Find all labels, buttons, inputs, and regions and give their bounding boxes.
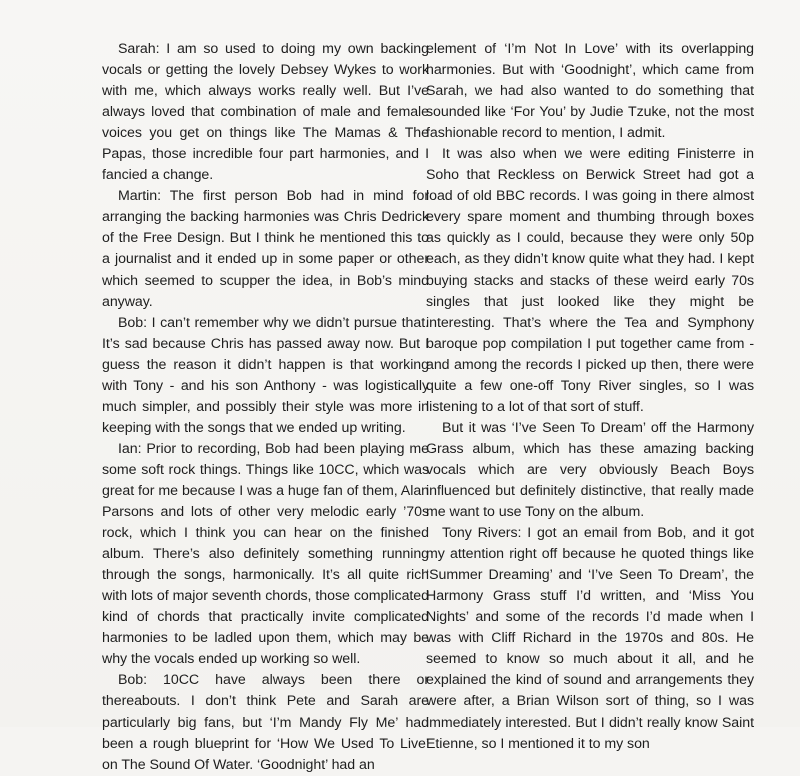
paragraph-bob-2-continued: element of ‘I’m Not In Love’ with its overlapping harmonies. But with ‘Goodnight’, which came from Sarah, we had also wanted to do something that sounded like ‘For You’ by Judie Tzuke, not the most fashionable record to mention, I admit.: [426, 41, 754, 142]
paragraph-ian: Ian: Prior to recording, Bob had been playing me some soft rock things. Things like 10CC, which was great for me because I was a huge fan of them, Alan Parsons and lots of other very melodic early ’70s rock, which I think you can hear on the finished album. There’s also definitely something running through the songs, harmonically. It’s all quite rich with lots of major seventh chords, those complicated kind of chords that practically invite complicated harmonies to be ladled upon them, which may be why the vocals ended up working so well.: [102, 440, 429, 668]
text-column-left: [102, 39, 429, 776]
paragraph-harmony-grass: But it was ‘I’ve Seen To Dream’ off the Harmony Grass album, which has these amazing backing vocals which are very obviously Beach Boys influenced but definitely distinctive, that really made me want to use Tony on the album.: [426, 419, 754, 521]
paragraph-bob-2: Bob: 10CC have always been there or thereabouts. I don’t think Pete and Sarah are particularly big fans, but ‘I’m Mandy Fly Me’ had been a rough blueprint for ‘How We Used To Live’ on The Sound Of Water. ‘Goodnight’ had an: [102, 672, 429, 773]
paragraph-bob-1: Bob: I can’t remember why we didn’t pursue that. It’s sad because Chris has passed away now. But I guess the reason it didn’t happen is that working with Tony - and his son Anthony - was logistically much simpler, and possibly their style was more in keeping with the songs that we ended up writing.: [102, 314, 429, 436]
paragraph-tony-rivers: Tony Rivers: I got an email from Bob, and it got my attention right off because he quoted things like ‘Summer Dreaming’ and ‘I’ve Seen To Dream’, the Harmony Grass stuff I’d written, and ‘Miss You Nights’ and some of the records I’d made when I was with Cliff Richard in the 1970s and 80s. He seemed to know so much about it all, and he explained the kind of sound and arrangements they were after, a Brian Wilson sort of thing, so I was immediately interested. But I didn’t really know Saint Etienne, so I mentioned it to my son: [426, 525, 754, 752]
text-column-right: [426, 39, 754, 755]
paragraph-finisterre: It was also when we were editing Finisterre in Soho that Reckless on Berwick Street had got a load of old BBC records. I was going in there almost every spare moment and thumbing through boxes as quickly as I could, because they were only 50p each, as they didn’t know quite what they had. I kept buying stacks and stacks of these weird early 70s singles that just looked like they might be interesting. That’s where the Tea and Symphony baroque pop compilation I put together came from - and among the records I picked up then, there were quite a few one-off Tony River singles, so I was listening to a lot of that sort of stuff.: [426, 146, 754, 415]
paragraph-martin: Martin: The first person Bob had in mind for arranging the backing harmonies was Chris Dedrick of the Free Design. But I think he mentioned this to a journalist and it ended up in some paper or other which seemed to scupper the idea, in Bob’s mind anyway.: [102, 188, 429, 310]
paragraph-sarah: Sarah: I am so used to doing my own backing vocals or getting the lovely Debsey Wykes to work with me, which always works really well. But I’ve always loved that combination of male and female voices you get on things like The Mamas & The Papas, those incredible four part harmonies, and I fancied a change.: [102, 41, 429, 184]
